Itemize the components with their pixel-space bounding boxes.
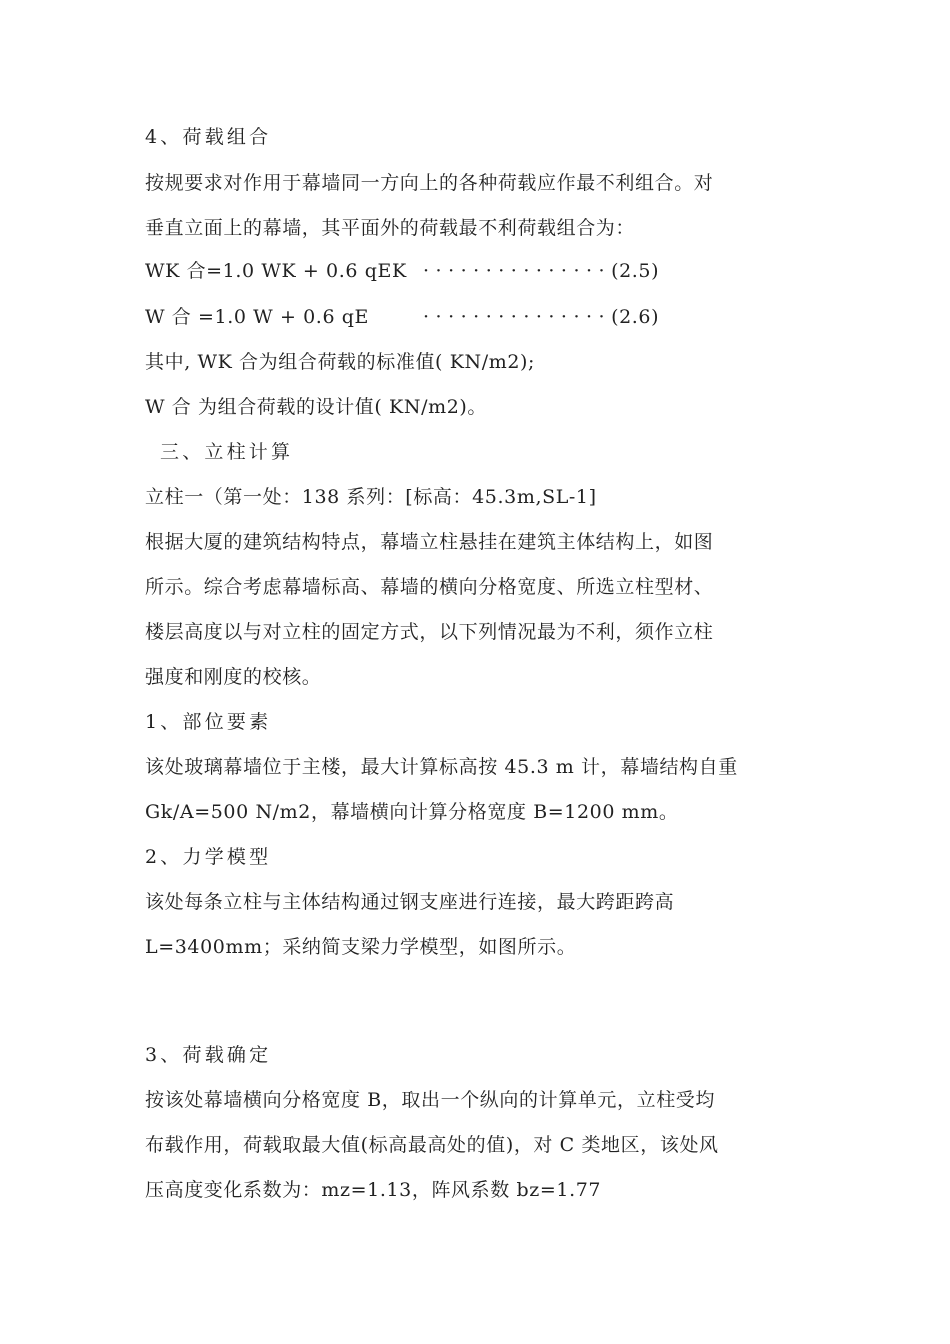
column-title: 立柱一（第一处：138 系列：[标高：45.3m,SL-1] (145, 486, 597, 508)
formula-expression: WK 合=1.0 WK + 0.6 qEK (145, 260, 407, 282)
formula-2-6 (145, 305, 659, 329)
leader-dots: ··············· (423, 306, 612, 328)
paragraph-line: 所示。综合考虑幕墙标高、幕墙的横向分格宽度、所选立柱型材、 (145, 576, 714, 598)
paragraph-line: 该处每条立柱与主体结构通过钢支座进行连接，最大跨距跨高 (145, 891, 675, 913)
subsection-heading-mechanical-model: 2、力学模型 (145, 846, 272, 868)
paragraph-line: 压高度变化系数为：mz=1.13，阵风系数 bz=1.77 (145, 1179, 602, 1201)
definition-line: 其中, WK 合为组合荷载的标准值( KN/m2); (145, 351, 536, 373)
subsection-heading-load-determination: 3、荷载确定 (145, 1044, 272, 1066)
paragraph-line: 根据大厦的建筑结构特点，幕墙立柱悬挂在建筑主体结构上，如图 (145, 531, 714, 553)
section-heading-load-combination: 4、荷载组合 (145, 126, 272, 148)
paragraph-line: 垂直立面上的幕墙，其平面外的荷载最不利荷载组合为： (145, 217, 636, 239)
definition-line: W 合 为组合荷载的设计值( KN/m2)。 (145, 396, 487, 418)
paragraph-line: 按该处幕墙横向分格宽度 B，取出一个纵向的计算单元，立柱受均 (145, 1089, 716, 1111)
subsection-heading-location: 1、部位要素 (145, 711, 272, 733)
paragraph-line: Gk/A=500 N/m2，幕墙横向计算分格宽度 B=1200 mm。 (145, 801, 679, 823)
paragraph-line: 按规要求对作用于幕墙同一方向上的各种荷载应作最不利组合。对 (145, 172, 714, 194)
paragraph-line: 布载作用，荷载取最大值(标高最高处的值)，对 C 类地区，该处风 (145, 1134, 719, 1156)
equation-number: (2.6) (611, 306, 660, 328)
formula-expression: W 合 =1.0 W + 0.6 qE (145, 306, 369, 328)
leader-dots: ··············· (423, 260, 612, 282)
paragraph-line: L=3400mm；采纳简支梁力学模型，如图所示。 (145, 936, 577, 958)
formula-2-5 (145, 259, 659, 283)
section-heading-column-calculation: 三、立柱计算 (160, 441, 294, 463)
paragraph-line: 强度和刚度的校核。 (145, 666, 322, 688)
equation-number: (2.5) (611, 260, 660, 282)
paragraph-line: 楼层高度以与对立柱的固定方式，以下列情况最为不利，须作立柱 (145, 621, 714, 643)
paragraph-line: 该处玻璃幕墙位于主楼，最大计算标高按 45.3 m 计，幕墙结构自重 (145, 756, 738, 778)
